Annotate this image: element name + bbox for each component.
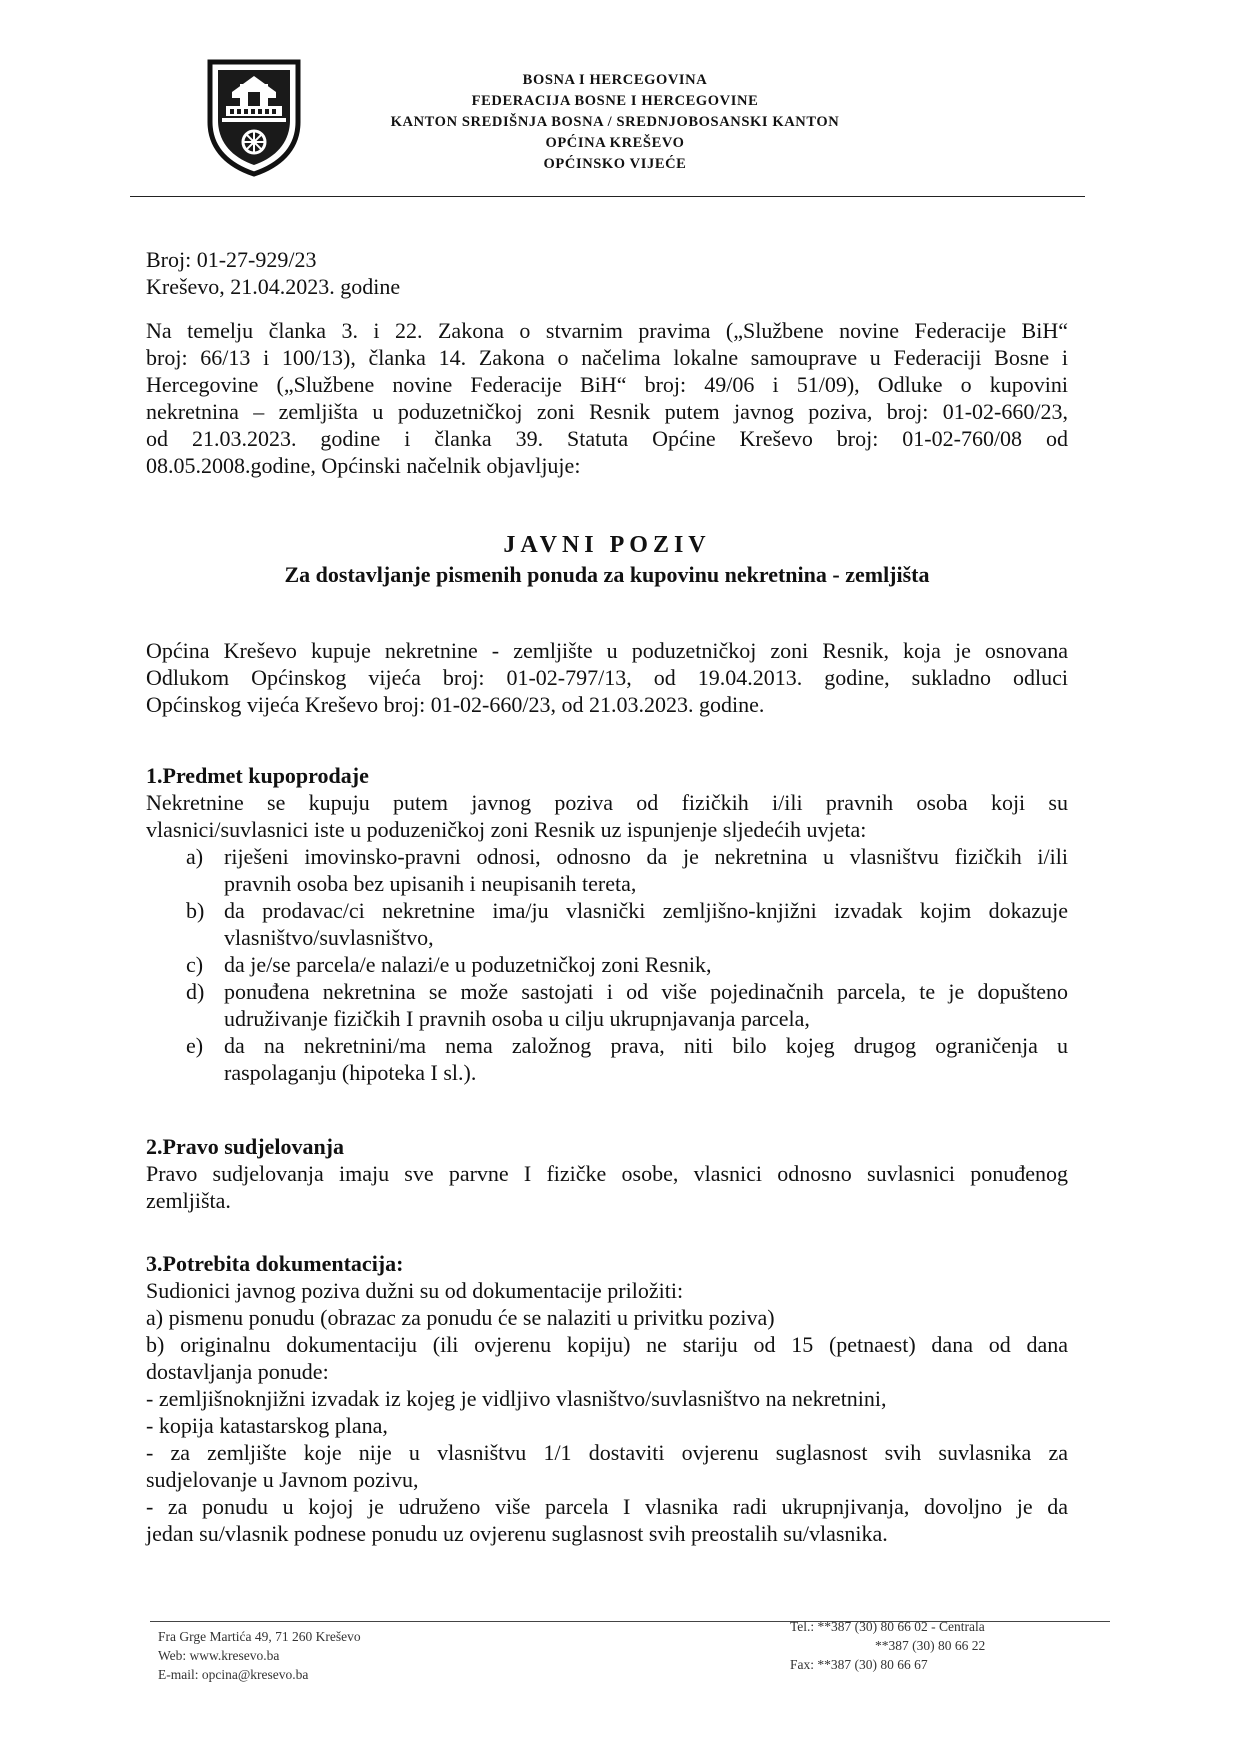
list-item-line: raspolaganju (hipoteka I sl.).	[224, 1060, 477, 1085]
header-divider	[130, 196, 1085, 197]
section-line: Pravo sudjelovanja imaju sve parvne I fizičke osobe, vlasnici odnosno suvlasnici ponuđenog	[146, 1161, 1068, 1186]
section-line: - kopija katastarskog plana,	[146, 1413, 388, 1438]
section-participation-right	[146, 1133, 1068, 1214]
conditions-list	[146, 843, 1068, 1086]
section-subject-of-sale	[146, 762, 1068, 1086]
list-item-line: riješeni imovinsko-pravni odnosi, odnosno da je nekretnina u vlasništvu fizičkih i/ili	[224, 844, 1068, 869]
header-line-federation: FEDERACIJA BOSNE I HERCEGOVINE	[471, 93, 759, 109]
reference-place-date: Kreševo, 21.04.2023. godine	[146, 274, 401, 299]
section-line: vlasnici/suvlasnici iste u poduzeničkoj zoni Resnik uz ispunjenje sljedećih uvjeta:	[146, 817, 867, 842]
list-item-line: da je/se parcela/e nalazi/e u poduzetničkoj zoni Resnik,	[224, 952, 712, 977]
list-item-label: b)	[186, 898, 205, 923]
list-item-label: a)	[186, 844, 204, 869]
document-subtitle: Za dostavljanje pismenih ponuda za kupovinu nekretnina - zemljišta	[284, 562, 930, 587]
list-item	[146, 897, 1068, 951]
section-line: a) pismenu ponudu (obrazac za ponudu će se nalaziti u privitku poziva)	[146, 1305, 775, 1330]
reference-number: Broj: 01-27-929/23	[146, 247, 317, 272]
list-item-label: d)	[186, 979, 205, 1004]
list-item-line: ponuđena nekretnina se može sastojati i od više pojedinačnih parcela, te je dopušteno	[224, 979, 1068, 1004]
intro-paragraph	[146, 317, 1068, 479]
intro-line: nekretnina – zemljišta u poduzetničkoj zoni Resnik putem javnog poziva, broj: 01-02-660/23,	[146, 399, 1068, 424]
header-line-country: BOSNA I HERCEGOVINA	[522, 72, 708, 88]
section-line: - za ponudu u kojoj je udruženo više parcela I vlasnika radi ukrupnjivanja, dovoljno je da	[146, 1494, 1068, 1519]
list-item-line: da prodavac/ci nekretnine ima/ju vlasnički zemljišno-knjižni izvadak kojim dokazuje	[224, 898, 1068, 923]
section-line: sudjelovanje u Javnom pozivu,	[146, 1467, 419, 1492]
section-heading: 2.Pravo sudjelovanja	[146, 1134, 344, 1159]
footer-contact-right	[790, 1617, 985, 1674]
header-line-municipality: OPĆINA KREŠEVO	[545, 135, 685, 151]
list-item	[146, 978, 1068, 1032]
paragraph-line: Općinskog vijeća Kreševo broj: 01-02-660/23, od 21.03.2023. godine.	[146, 692, 765, 717]
section-line: b) originalnu dokumentaciju (ili ovjerenu kopiju) ne stariju od 15 (petnaest) dana od dana	[146, 1332, 1068, 1357]
section-required-documents	[146, 1250, 1068, 1547]
intro-line: od 21.03.2023. godine i članka 39. Statuta Općine Kreševo broj: 01-02-760/08 od	[146, 426, 1068, 451]
section-line: dostavljanja ponude:	[146, 1359, 329, 1384]
section-heading: 1.Predmet kupoprodaje	[146, 763, 369, 788]
section-line: - zemljišnoknjižni izvadak iz kojeg je vidljivo vlasništvo/suvlasništvo na nekretnini,	[146, 1386, 887, 1411]
list-item-label: c)	[186, 952, 204, 977]
intro-line: broj: 66/13 i 100/13), članka 14. Zakona o načelima lokalne samouprave u Federaciji Bosne i	[146, 345, 1068, 370]
list-item	[146, 1032, 1068, 1086]
title-block	[146, 530, 1068, 590]
intro-line: Hercegovine („Službene novine Federacije BiH“ broj: 49/06 i 51/09), Odluke o kupovini	[146, 372, 1068, 397]
footer-contact-left	[158, 1627, 361, 1684]
institution-header	[330, 70, 900, 175]
list-item	[146, 843, 1068, 897]
list-item-line: pravnih osoba bez upisanih i neupisanih tereta,	[224, 871, 637, 896]
intro-line: 08.05.2008.godine, Općinski načelnik objavljuje:	[146, 453, 581, 478]
section-line: jedan su/vlasnik podnese ponudu uz ovjerenu suglasnost svih preostalih su/vlasnika.	[146, 1521, 888, 1546]
section-line: zemljišta.	[146, 1188, 231, 1213]
footer-tel-second: **387 (30) 80 66 22	[875, 1638, 986, 1653]
list-item	[146, 951, 1068, 978]
footer-email: E-mail: opcina@kresevo.ba	[158, 1667, 309, 1682]
list-item-line: vlasništvo/suvlasništvo,	[224, 925, 434, 950]
section-line: Nekretnine se kupuju putem javnog poziva od fizičkih i/ili pravnih osoba koji su	[146, 790, 1068, 815]
header-line-canton: KANTON SREDIŠNJA BOSNA / SREDNJOBOSANSKI KANTON	[390, 114, 840, 130]
purchase-paragraph	[146, 637, 1068, 718]
header-line-council: OPĆINSKO VIJEĆE	[543, 156, 687, 172]
reference-block	[146, 246, 1068, 300]
list-item-line: udruživanje fizičkih I pravnih osoba u cilju ukrupnjavanja parcela,	[224, 1006, 810, 1031]
intro-line: Na temelju članka 3. i 22. Zakona o stvarnim pravima („Službene novine Federacije BiH“	[146, 318, 1068, 343]
municipality-crest-icon	[206, 58, 302, 178]
footer-fax: Fax: **387 (30) 80 66 67	[790, 1657, 928, 1672]
footer-web: Web: www.kresevo.ba	[158, 1648, 280, 1663]
list-item-label: e)	[186, 1033, 204, 1058]
list-item-line: da na nekretnini/ma nema založnog prava, niti bilo kojeg drugog ograničenja u	[224, 1033, 1068, 1058]
section-line: - za zemljište koje nije u vlasništvu 1/1 dostaviti ovjerenu suglasnost svih suvlasnika za	[146, 1440, 1068, 1465]
paragraph-line: Odlukom Općinskog vijeća broj: 01-02-797/13, od 19.04.2013. godine, sukladno odluci	[146, 665, 1068, 690]
section-line: Sudionici javnog poziva dužni su od dokumentacije priložiti:	[146, 1278, 684, 1303]
footer-address: Fra Grge Martića 49, 71 260 Kreševo	[158, 1629, 361, 1644]
document-title: JAVNI POZIV	[503, 532, 711, 558]
footer-tel-central: Tel.: **387 (30) 80 66 02 - Centrala	[790, 1619, 985, 1634]
section-heading: 3.Potrebita dokumentacija:	[146, 1251, 404, 1276]
paragraph-line: Općina Kreševo kupuje nekretnine - zemljište u poduzetničkoj zoni Resnik, koja je osnovana	[146, 638, 1068, 663]
